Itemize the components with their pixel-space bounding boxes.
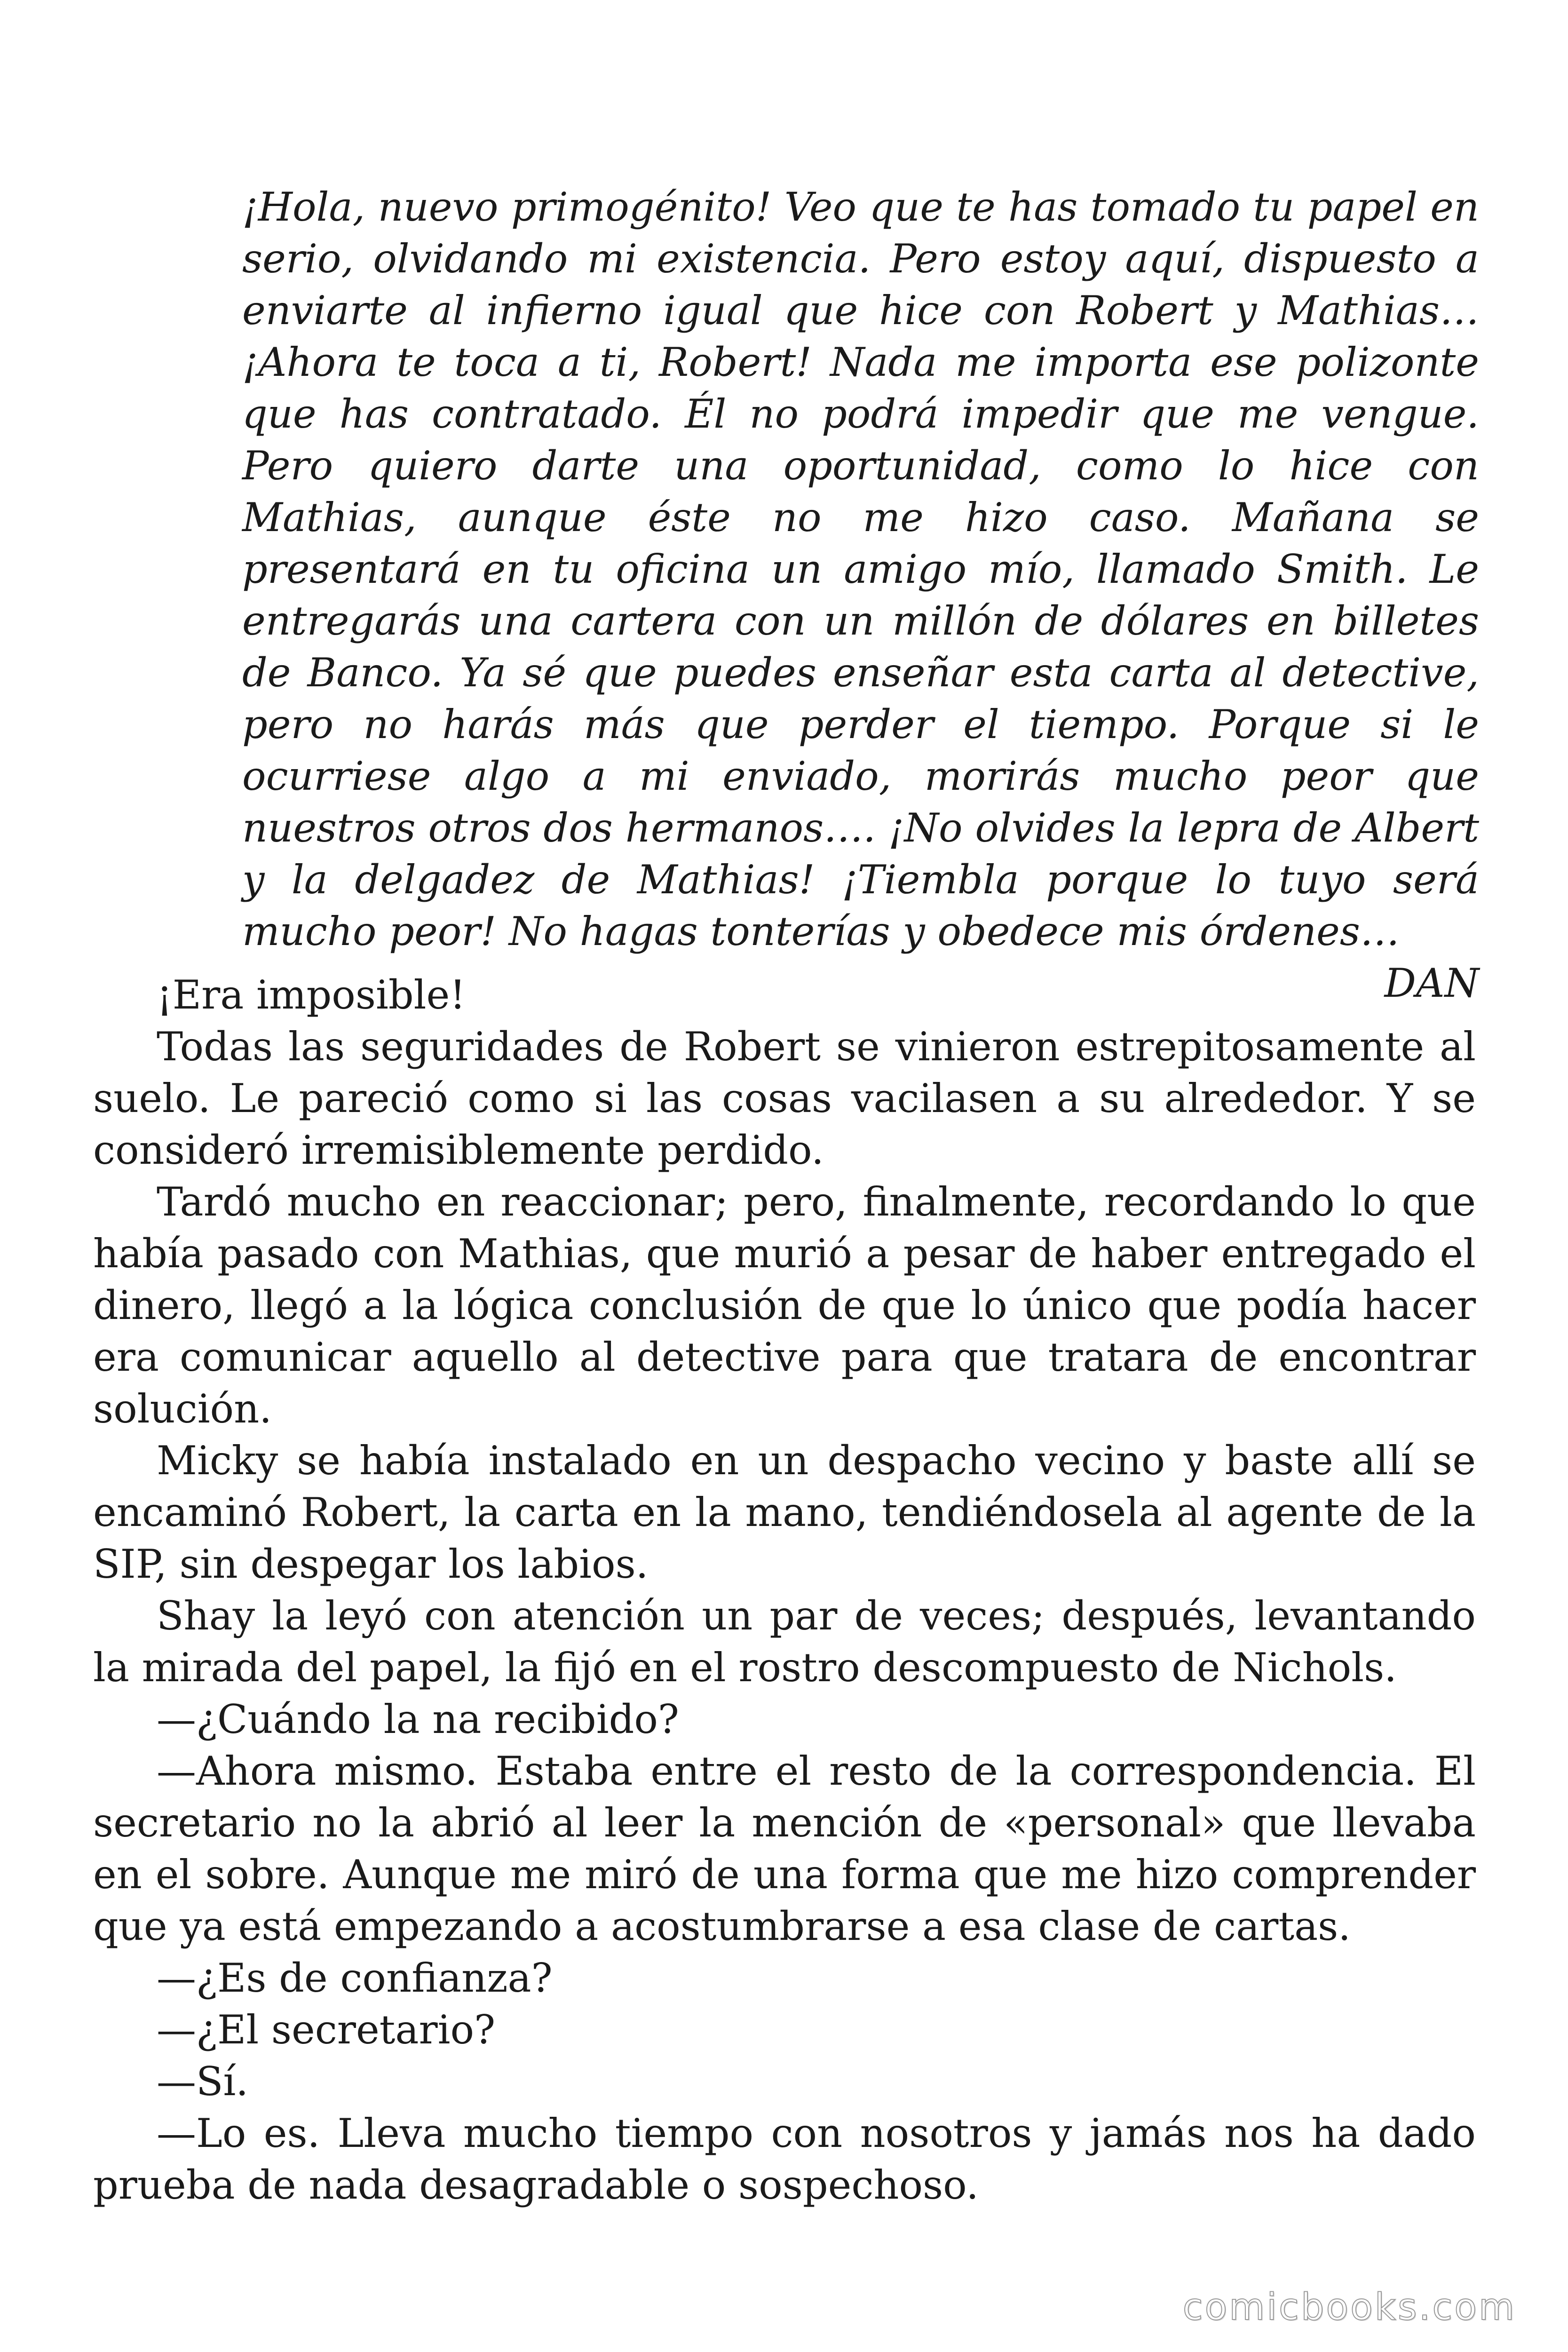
paragraph: Shay la leyó con atención un par de veces; después, levantando la mirada del papel, la fijó en el rostro descompuesto de Nichols. [93, 1593, 1476, 1691]
letter-signature: DAN [1384, 960, 1479, 1006]
dialogue-line: —¿El secretario? [157, 2007, 496, 2053]
dialogue-line: —Sí. [157, 2058, 249, 2105]
narrative-text [93, 969, 1476, 2211]
paragraph: ¡Era imposible! [157, 972, 466, 1018]
letter-block [242, 181, 1479, 1009]
paragraph: Micky se había instalado en un despacho vecino y baste allí se encaminó Robert, la carta en la mano, tendiéndosela al agente de la SIP, sin despegar los labios. [93, 1438, 1476, 1587]
dialogue-line: —¿Es de confianza? [157, 1955, 553, 2001]
watermark: comicbooks.com [1182, 2286, 1516, 2328]
letter-body: ¡Hola, nuevo primogénito! Veo que te has tomado tu papel en serio, olvidando mi existencia. Pero estoy aquí, dispuesto a enviarte al infierno igual que hice con Robert y Mathias… ¡Ahora te toca a ti, Robert! Nada me importa ese polizonte que has contratado. Él no podrá impedir que me vengue. Pero quiero darte una oportunidad, como lo hice con Mathias, aunque éste no me hizo caso. Mañana se presentará en tu oficina un amigo mío, llamado Smith. Le entregarás una cartera con un millón de dólares en billetes de Banco. Ya sé que puedes enseñar esta carta al detective, pero no harás más que perder el tiempo. Porque si le ocurriese algo a mi enviado, morirás mucho peor que nuestros otros dos hermanos…. ¡No olvides la lepra de Albert y la delgadez de Mathias! ¡Tiembla porque lo tuyo será mucho peor! No hagas tonterías y obedece mis órdenes… [242, 184, 1479, 954]
dialogue-line: —¿Cuándo la na recibido? [157, 1696, 679, 1742]
dialogue-line: —Ahora mismo. Estaba entre el resto de la correspondencia. El secretario no la abrió al leer la mención de «personal» que llevaba en el sobre. Aunque me miró de una forma que me hizo comprender que ya está empezando a acostumbrarse a esa clase de cartas. [93, 1748, 1476, 1949]
paragraph: Tardó mucho en reaccionar; pero, finalmente, recordando lo que había pasado con Mathias, que murió a pesar de haber entregado el dinero, llegó a la lógica conclusión de que lo único que podía hacer era comunicar aquello al detective para que tratara de encontrar solución. [93, 1179, 1476, 1432]
paragraph: Todas las seguridades de Robert se vinieron estrepitosamente al suelo. Le pareció como si las cosas vacilasen a su alrededor. Y se consideró irremisiblemente perdido. [93, 1024, 1476, 1173]
dialogue-line: —Lo es. Lleva mucho tiempo con nosotros y jamás nos ha dado prueba de nada desagradable o sospechoso. [93, 2110, 1476, 2208]
